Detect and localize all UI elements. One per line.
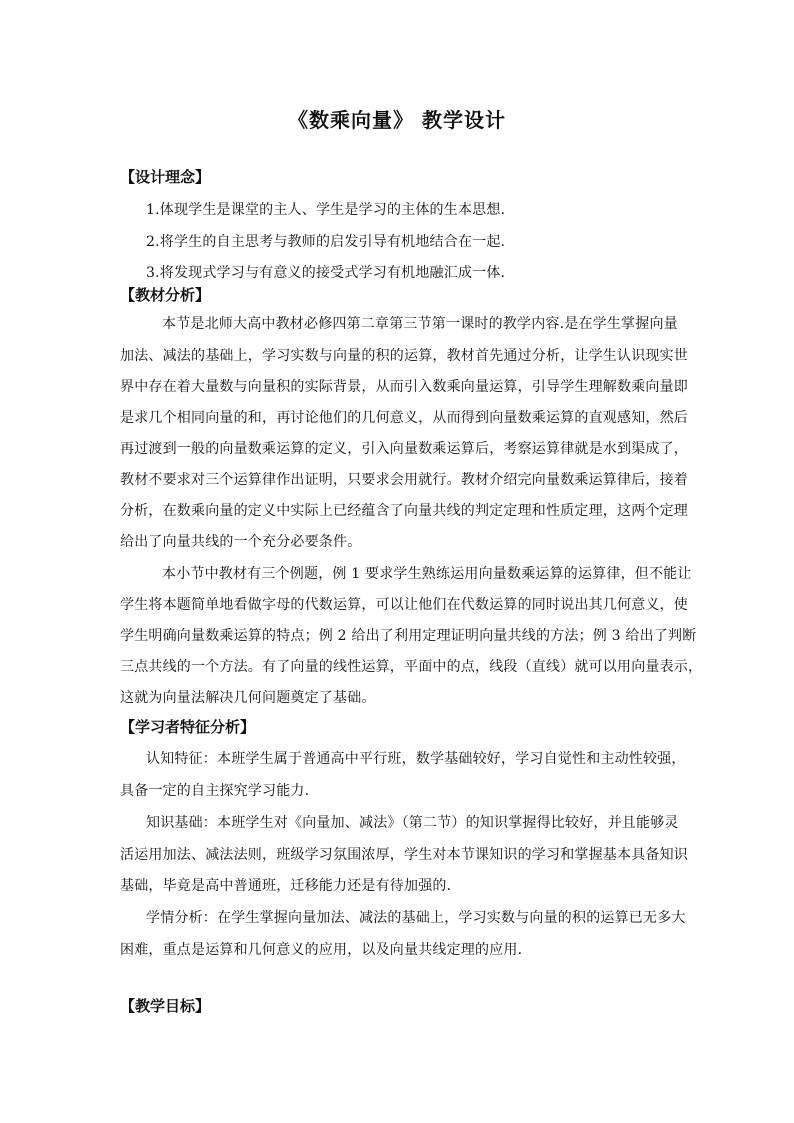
paragraph-line: 本节是北师大高中教材必修四第二章第三节第一课时的教学内容.是在学生掌握向量 (162, 316, 678, 332)
paragraph-line: 活运用加法、减法法则，班级学习氛围浓厚，学生对本节课知识的学习和掌握基本具备知识 (120, 847, 688, 863)
paragraph-line: 再过渡到一般的向量数乘运算的定义，引入向量数乘运算后，考察运算律就是水到渠成了， (120, 441, 688, 457)
section-heading-learner-analysis: 【学习者特征分析】 (120, 718, 256, 736)
section-heading-textbook-analysis: 【教材分析】 (120, 286, 211, 304)
paragraph-line: 学生将本题简单地看做字母的代数运算，可以让他们在代数运算的同时说出其几何意义，使 (120, 597, 688, 613)
paragraph-line: 是求几个相同向量的和，再讨论他们的几何意义，从而得到向量数乘运算的直观感知，然后 (120, 410, 688, 426)
paragraph-line: 认知特征：本班学生属于普通高中平行班，数学基础较好，学习自觉性和主动性较强， (146, 751, 686, 767)
paragraph-line: 给出了向量共线的一个充分必要条件。 (120, 534, 362, 550)
section-heading-design-concept: 【设计理念】 (120, 168, 211, 186)
paragraph-line: 加法、减法的基础上，学习实数与向量的积的运算，教材首先通过分析，让学生认识现实世 (120, 348, 688, 364)
design-concept-item: 3.将发现式学习与有意义的接受式学习有机地融汇成一体. (146, 265, 506, 281)
paragraph-line: 学情分析：在学生掌握向量加法、减法的基础上，学习实数与向量的积的运算已无多大 (146, 910, 686, 926)
paragraph-line: 这就为向量法解决几何问题奠定了基础。 (120, 690, 376, 706)
paragraph-line: 知识基础：本班学生对《向量加、减法》（第二节）的知识掌握得比较好，并且能够灵 (146, 815, 679, 831)
paragraph-line: 学生明确向量数乘运算的特点；例 2 给出了利用定理证明向量共线的方法；例 3 给出了判断 (120, 628, 697, 644)
paragraph-line: 本小节中教材有三个例题，例 1 要求学生熟练运用向量数乘运算的运算律，但不能让 (162, 566, 692, 582)
design-concept-item: 1.体现学生是课堂的主人、学生是学习的主体的生本思想. (146, 202, 506, 218)
paragraph-line: 具备一定的自主探究学习能力. (120, 783, 310, 799)
section-heading-teaching-goals: 【教学目标】 (120, 997, 211, 1015)
design-concept-item: 2.将学生的自主思考与教师的启发引导有机地结合在一起. (146, 234, 506, 250)
paragraph-line: 基础，毕竟是高中普通班，迁移能力还是有待加强的. (120, 878, 452, 894)
paragraph-line: 三点共线的一个方法。有了向量的线性运算，平面中的点，线段（直线）就可以用向量表示， (120, 659, 703, 675)
paragraph-line: 教材不要求对三个运算律作出证明，只要求会用就行。教材介绍完向量数乘运算律后，接着 (120, 472, 688, 488)
paragraph-line: 困难，重点是运算和几何意义的应用，以及向量共线定理的应用. (120, 942, 523, 958)
document-title: 《数乘向量》 教学设计 (288, 108, 506, 132)
paragraph-line: 分析，在数乘向量的定义中实际上已经蕴含了向量共线的判定定理和性质定理，这两个定理 (120, 503, 688, 519)
paragraph-line: 界中存在着大量数与向量积的实际背景，从而引入数乘向量运算，引导学生理解数乘向量即 (120, 379, 688, 395)
